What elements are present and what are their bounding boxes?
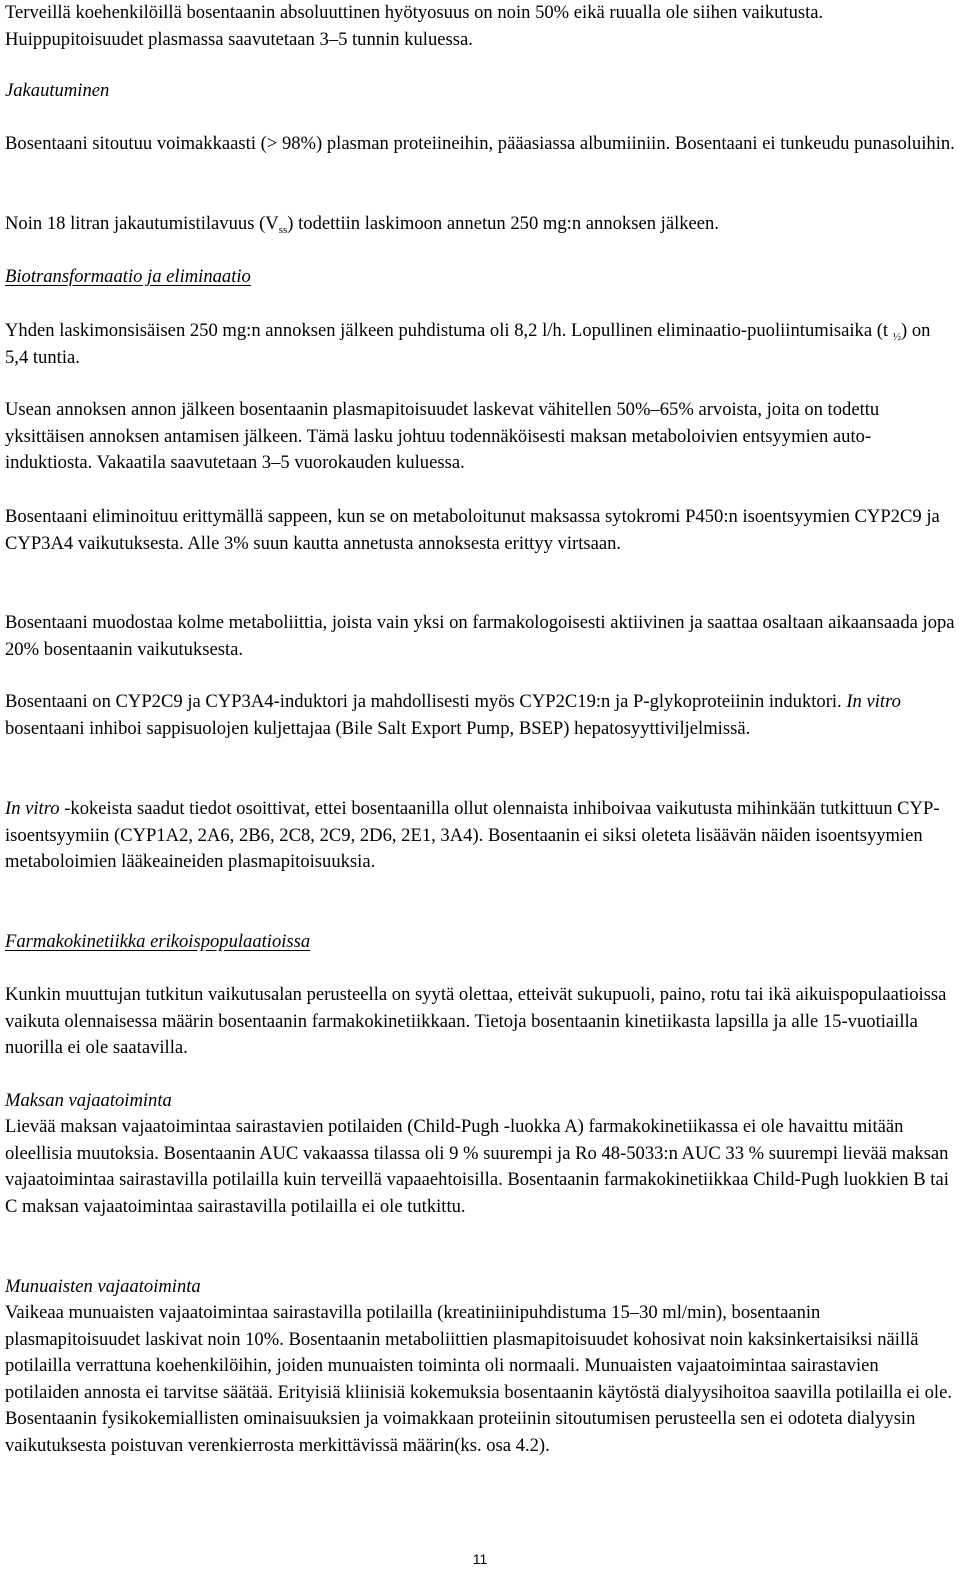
paragraph-farmakokinetiikka: Kunkin muuttujan tutkitun vaikutusalan perusteella on syytä olettaa, etteivät sukupuoli, paino, rotu tai ikä aikuispopulaatioissa vaikuta olennaisessa määrin bosentaanin farmakokinetiikkaan. Tietoja bosentaanin kinetiikasta lapsilla ja alle 15-vuotiailla nuorilla ei ole saatavilla. [5,984,947,1058]
paragraph-biotransformaatio-3: Bosentaani eliminoituu erittymällä sappeen, kun se on metaboloitunut maksassa sytokromi P450:n isoentsyymien CYP2C9 ja CYP3A4 vaikutuksesta. Alle 3% suun kautta annetusta annoksesta erittyy virtsaan. [5,506,940,554]
paragraph-biotransformaatio-2: Usean annoksen annon jälkeen bosentaanin plasmapitoisuudet laskevat vähitellen 50%–65% arvoista, joita on todettu yksittäisen annoksen antamisen jälkeen. Tämä lasku johtuu todennäköisesti maksan metaboloivien entsyymien auto-induktiosta. Vakaatila saavutetaan 3–5 vuorokauden kuluessa. [5,399,880,473]
paragraph-jakautuminen-2: Noin 18 litran jakautumistilavuus $(V_{ss})$ todettiin laskimoon annetun 250 mg:n annoksen jälkeen. [5,213,719,236]
heading-maksan-vajaatoiminta: Maksan vajaatoiminta [5,1090,172,1111]
heading-biotransformaatio: Biotransformaatio ja eliminaatio [5,266,251,287]
paragraph-maksan-vajaatoiminta: Lievää maksan vajaatoimintaa sairastavien potilaiden (Child-Pugh -luokka A) farmakokinetiikassa ei ole havaittu mitään oleellisia muutoksia. Bosentaanin AUC vakaassa tilassa oli 9 % suurempi ja Ro 48-5033:n AUC 33 % suurempi lievää maksan vajaatoimintaa sairastavilla potilailla kuin terveillä vapaaehtoisilla. Bosentaanin farmakokinetiikkaa Child-Pugh luokkien B tai C maksan vajaatoimintaa sairastavilla potilailla ei ole tutkittu. [5,1116,949,1217]
paragraph-biotransformaatio-5: Bosentaani on CYP2C9 ja CYP3A4-induktori ja mahdollisesti myös CYP2C19:n ja P-glykoproteiinin induktori. In vitro bosentaani inhiboi sappisuolojen kuljettajaa (Bile Salt Export Pump, BSEP) hepatosyyttiviljelmissä. [5,691,901,739]
paragraph-jakautuminen-1: Bosentaani sitoutuu voimakkaasti (> 98%) plasman proteiineihin, pääasiassa albumiiniin. Bosentaani ei tunkeudu punasoluihin. [5,133,955,154]
paragraph-biotransformaatio-4: Bosentaani muodostaa kolme metaboliittia, joista vain yksi on farmakologoisesti aktiivinen ja saattaa osaltaan aikaansaada jopa 20% bosentaanin vaikutuksesta. [5,612,955,660]
paragraph-intro: Terveillä koehenkilöillä bosentaanin absoluuttinen hyötyosuus on noin 50% eikä ruualla ole siihen vaikutusta. Huippupitoisuudet plasmassa saavutetaan 3–5 tunnin kuluessa. [5,2,824,50]
paragraph-munuaisten-vajaatoiminta: Vaikeaa munuaisten vajaatoimintaa sairastavilla potilailla (kreatiniinipuhdistuma 15–30 ml/min), bosentaanin plasmapitoisuudet laskivat noin 10%. Bosentaanin metaboliittien plasmapitoisuudet kohosivat noin kaksinkertaisiksi näillä potilailla verrattuna koehenkilöihin, joiden munuaisten toiminta oli normaali. Munuaisten vajaatoimintaa sairastavien potilaiden annosta ei tarvitse säätää. Erityisiä kliinisiä kokemuksia bosentaanin käytöstä dialyysihoitoa saavilla potilailla ei ole. Bosentaanin fysikokemiallisten ominaisuuksien ja voimakkaan proteiinin sitoutumisen perusteella sen ei odoteta dialyysin vaikutuksesta poistuvan verenkierrosta merkittävissä määrin(ks. osa 4.2). [5,1302,953,1456]
paragraph-biotransformaatio-1: Yhden laskimonsisäisen 250 mg:n annoksen jälkeen puhdistuma oli 8,2 l/h. Lopullinen eliminaatio-puoliintumisaika (t $_{\frac{1}{2}}$) on 5,4 tuntia. [5,320,931,368]
heading-munuaisten-vajaatoiminta: Munuaisten vajaatoiminta [5,1276,201,1297]
page-number: 11 [472,1551,488,1567]
heading-jakautuminen: Jakautuminen [5,80,110,101]
heading-farmakokinetiikka: Farmakokinetiikka erikoispopulaatioissa [5,931,311,952]
paragraph-biotransformaatio-6: In vitro -kokeista saadut tiedot osoittivat, ettei bosentaanilla ollut olennaista inhiboivaa vaikutusta mihinkään tutkittuun CYP-isoentsyymiin (CYP1A2, 2A6, 2B6, 2C8, 2C9, 2D6, 2E1, 3A4). Bosentaanin ei siksi oleteta lisäävän näiden isoentsyymien metaboloimien lääkeaineiden plasmapitoisuuksia. [5,798,940,872]
